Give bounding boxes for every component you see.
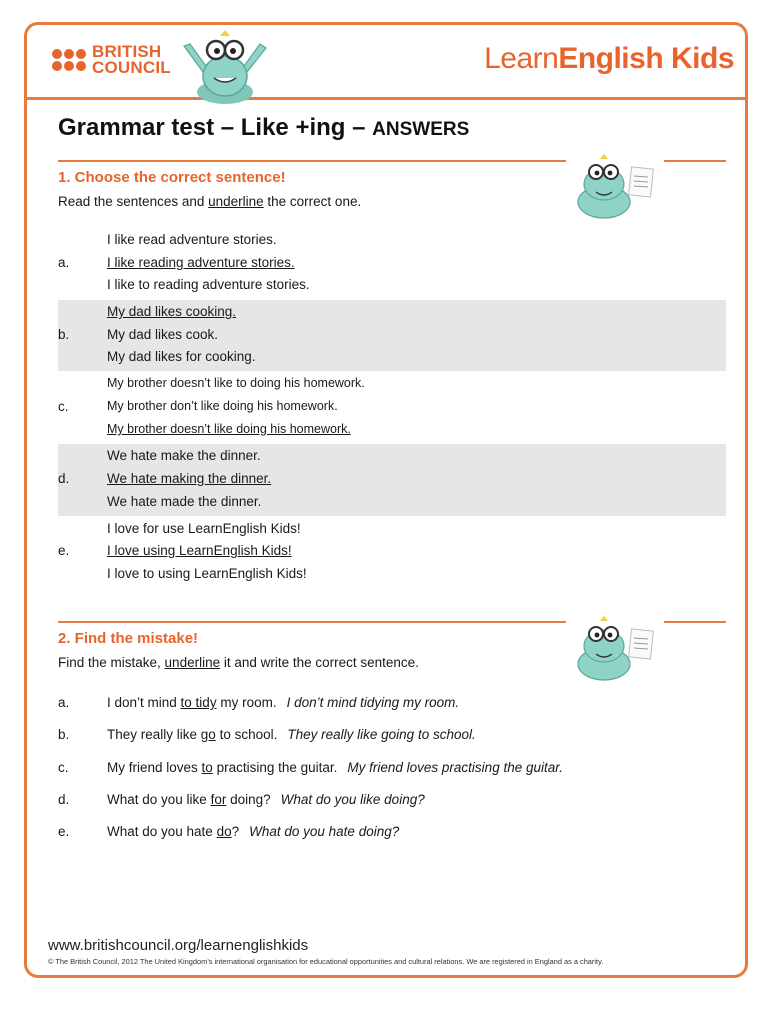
option-correct: I like reading adventure stories. [107, 255, 295, 270]
option: I like read adventure stories. [107, 232, 277, 247]
learnenglish-kids-logo [484, 42, 734, 76]
question-letter: c. [58, 760, 69, 775]
correct-answer: My friend loves practising the guitar. [347, 760, 563, 775]
lek-logo-learn: Learn [484, 42, 559, 75]
option-correct: We hate making the dinner. [107, 471, 272, 486]
option: I love for use LearnEnglish Kids! [107, 521, 301, 536]
question-letter: d. [58, 471, 70, 486]
section2-instructions: Find the mistake, underline it and write the correct sentence. [58, 655, 419, 670]
correct-answer: What do you hate doing? [249, 824, 400, 839]
footer-url-link[interactable]: www.britishcouncil.org/learnenglishkids [48, 937, 309, 954]
question-letter: b. [58, 727, 70, 742]
correct-answer: What do you like doing? [280, 792, 425, 807]
option: We hate made the dinner. [107, 494, 262, 509]
mistake-word: to tidy [180, 695, 217, 710]
question-letter: a. [58, 695, 70, 710]
page-title-main: Grammar test – Like +ing – [58, 114, 373, 141]
british-council-dots-icon [52, 49, 86, 71]
option: My brother don’t like doing his homework. [107, 399, 338, 413]
section2-heading: 2. Find the mistake! [58, 630, 199, 647]
option: I like to reading adventure stories. [107, 277, 310, 292]
question-row-a [58, 226, 726, 298]
page-title [58, 114, 469, 142]
mascot-with-paper-icon [570, 614, 660, 682]
section1-rule-left [58, 160, 566, 162]
question-row-d [58, 444, 726, 516]
mascot-with-paper-icon [570, 152, 660, 220]
section1-rule-right [664, 160, 726, 162]
option: My dad likes for cooking. [107, 349, 256, 364]
footer-copyright: © The British Council, 2012 The United Kingdom’s international organisation for educational opportunities and cultural relations. We are registered in England as a charity. [48, 957, 604, 966]
correct-answer: I don’t mind tidying my room. [286, 695, 460, 710]
question-row-b [58, 300, 726, 371]
mascot-monster-icon [170, 26, 280, 106]
question-letter: e. [58, 824, 70, 839]
bc-logo-line2: COUNCIL [92, 58, 171, 77]
question-letter: d. [58, 792, 70, 807]
section2-rule-right [664, 621, 726, 623]
question-letter: e. [58, 543, 70, 558]
bc-logo-line1: BRITISH [92, 42, 162, 61]
mistake-word: to [201, 760, 213, 775]
option: My dad likes cook. [107, 327, 219, 342]
section2-rule-left [58, 621, 566, 623]
page-title-answers: ANSWERS [372, 119, 470, 140]
option-correct: My brother doesn’t like doing his homework. [107, 422, 351, 436]
question-letter: b. [58, 327, 70, 342]
correct-answer: They really like going to school. [287, 727, 476, 742]
question-row-e [58, 517, 726, 589]
option: My brother doesn’t like to doing his homework. [107, 376, 365, 390]
british-council-logo [52, 44, 171, 76]
question-letter: a. [58, 255, 70, 270]
option-correct: I love using LearnEnglish Kids! [107, 543, 292, 558]
lek-logo-english-kids: English Kids [558, 42, 734, 75]
mistake-word: do [216, 824, 232, 839]
question-letter: c. [58, 399, 69, 414]
section1-heading: 1. Choose the correct sentence! [58, 169, 286, 186]
mistake-word: for [210, 792, 227, 807]
question-row-c [58, 372, 726, 443]
mistake-word: go [200, 727, 216, 742]
option-correct: My dad likes cooking. [107, 304, 237, 319]
section1-instructions: Read the sentences and underline the correct one. [58, 194, 362, 209]
option: I love to using LearnEnglish Kids! [107, 566, 307, 581]
header-divider [24, 97, 748, 100]
option: We hate make the dinner. [107, 448, 261, 463]
